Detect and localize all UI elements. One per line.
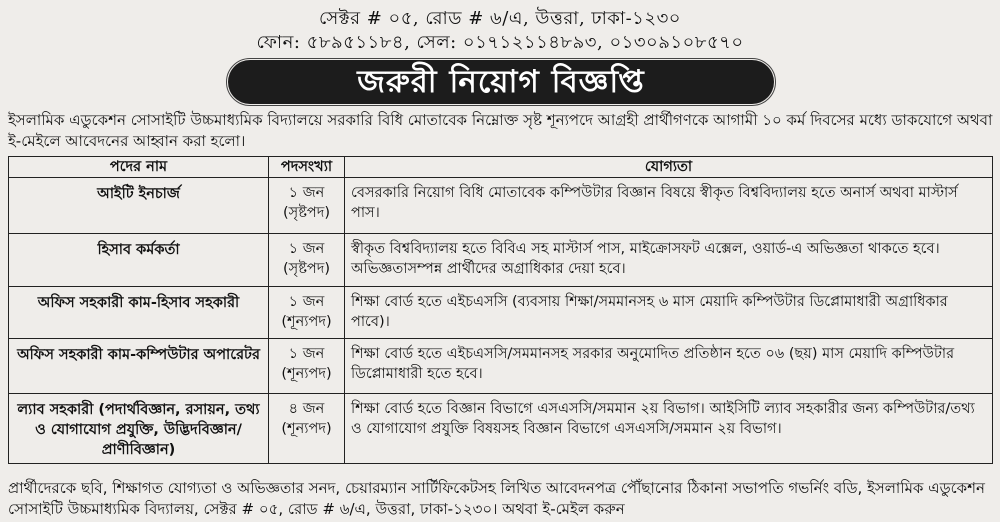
- table-row: [9, 234, 993, 287]
- qualification: শিক্ষা বোর্ড হতে বিজ্ঞান বিভাগে এসএসসি/সমমান ২য় বিভাগ। আইসিটি ল্যাব সহকারীর জন্য কম্পিউটার/তথ্য ও যোগাযোগ প্রযুক্তি বিষয়সহ বিজ্ঞান বিভাগে এসএসসি/সমমান ২য় বিভাগ।: [345, 394, 993, 464]
- post-count: [269, 287, 345, 339]
- table-row: [9, 339, 993, 394]
- header-count: পদসংখ্যা: [269, 157, 345, 178]
- position-name: অফিস সহকারী কাম-কম্পিউটার অপারেটর: [9, 339, 269, 394]
- post-count-number: ১ জন: [288, 294, 325, 310]
- notice-title-banner: জরুরী নিয়োগ বিজ্ঞপ্তি: [228, 60, 774, 104]
- post-type: (শূন্যপদ): [281, 314, 332, 330]
- position-name: হিসাব কর্মকর্তা: [9, 234, 269, 287]
- post-type: (সৃষ্টপদ): [282, 205, 331, 221]
- post-count: [269, 394, 345, 464]
- table-row: [9, 178, 993, 234]
- header-position: পদের নাম: [9, 157, 269, 178]
- post-type: (সৃষ্টপদ): [282, 261, 331, 277]
- post-type: (শূন্যপদ): [281, 366, 332, 382]
- qualification: স্বীকৃত বিশ্ববিদ্যালয় হতে বিবিএ সহ মাস্টার্স পাস, মাইক্রোসফট এক্সেল, ওয়ার্ড-এ অভিজ্ঞতা থাকতে হবে। অভিজ্ঞতাসম্পন্ন প্রার্থীদের অগ্রাধিকার দেয়া হবে।: [345, 234, 993, 287]
- address-line: সেক্টর # ০৫, রোড # ৬/এ, উত্তরা, ঢাকা-১২৩০: [319, 8, 681, 29]
- qualification: বেসরকারি নিয়োগ বিধি মোতাবেক কম্পিউটার বিজ্ঞান বিষয়ে স্বীকৃত বিশ্ববিদ্যালয় হতে অনার্স অথবা মাস্টার্স পাস।: [345, 178, 993, 234]
- post-count: [269, 234, 345, 287]
- contact-line: ফোন: ৫৮৯৫১১৮৪, সেল: ০১৭১২১১৪৮৯৩, ০১৩০৯১০৮৫৭০: [256, 32, 744, 53]
- table-row: [9, 394, 993, 464]
- post-count-number: ৪ জন: [288, 401, 325, 417]
- post-count: [269, 178, 345, 234]
- header-qualification: যোগ্যতা: [345, 157, 993, 178]
- qualification: শিক্ষা বোর্ড হতে এইচএসসি/সমমানসহ সরকার অনুমোদিত প্রতিষ্ঠান হতে ০৬ (ছয়) মাস মেয়াদি কম্পিউটার ডিপ্লোমাধারী হতে হবে।: [345, 339, 993, 394]
- position-name: ল্যাব সহকারী (পদার্থবিজ্ঞান, রসায়ন, তথ্য ও যোগাযোগ প্রযুক্তি, উদ্ভিদবিজ্ঞান/প্রাণীবিজ্ঞান): [9, 394, 269, 464]
- position-name: আইটি ইনচার্জ: [9, 178, 269, 234]
- position-name: অফিস সহকারী কাম-হিসাব সহকারী: [9, 287, 269, 339]
- application-instructions: প্রার্থীদেরকে ছবি, শিক্ষাগত যোগ্যতা ও অভিজ্ঞতার সনদ, চেয়ারম্যান সার্টিফিকেটসহ লিখিত আবেদনপত্র পৌঁছানোর ঠিকানা সভাপতি গভর্নিং বডি, ইসলামিক এডুকেশন সোসাইটি উচ্চমাধ্যমিক বিদ্যালয়, সেক্টর # ০৫, রোড # ৬/এ, উত্তরা, ঢাকা-১২৩০। অথবা ই-মেইল করুন: [8, 479, 985, 518]
- post-count-number: ১ জন: [288, 185, 325, 201]
- post-count-number: ১ জন: [288, 346, 325, 362]
- table-header-row: [9, 157, 993, 178]
- qualification: শিক্ষা বোর্ড হতে এইচএসসি (ব্যবসায় শিক্ষা/সমমানসহ ৬ মাস মেয়াদি কম্পিউটার ডিপ্লোমাধারী অগ্রাধিকার পাবে)।: [345, 287, 993, 339]
- intro-paragraph: ইসলামিক এডুকেশন সোসাইটি উচ্চমাধ্যমিক বিদ্যালয়ে সরকারি বিধি মোতাবেক নিম্নোক্ত সৃষ্ট শূন্যপদে আগ্রহী প্রার্থীগণকে আগামী ১০ কর্ম দিবসের মধ্যে ডাকযোগে অথবা ই-মেইলে আবেদনের আহ্বান করা হলো।: [8, 111, 993, 150]
- vacancy-table: [8, 156, 993, 464]
- table-row: [9, 287, 993, 339]
- post-count: [269, 339, 345, 394]
- post-type: (শূন্যপদ): [281, 421, 332, 437]
- post-count-number: ১ জন: [288, 241, 325, 257]
